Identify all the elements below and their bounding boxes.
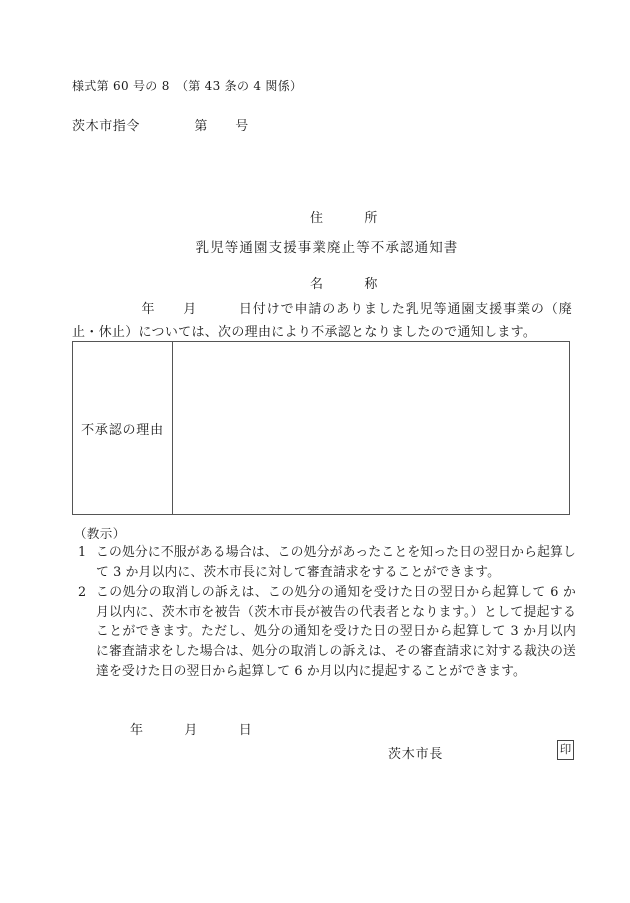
page-title xyxy=(0,236,630,256)
notice-list xyxy=(72,543,576,682)
body-paragraph-line-1: 年 月 日付けで申請のありました乳児等通園支援事業の（廃止・ xyxy=(72,302,572,340)
name-label: 名 称 xyxy=(310,277,379,292)
notice-heading: （教示） xyxy=(74,526,126,541)
footer-date-line: 年 月 日 xyxy=(130,723,253,738)
notice-item-number: 2 xyxy=(78,585,87,601)
notice-item xyxy=(72,543,576,582)
order-number: 茨木市指令 第 号 xyxy=(72,119,249,134)
address-label: 住 所 xyxy=(310,211,379,226)
signature-block xyxy=(388,740,574,764)
body-paragraph xyxy=(72,298,572,344)
page-title-text: 乳児等通園支援事業廃止等不承認通知書 xyxy=(195,240,459,256)
signer-name: 茨木市長 xyxy=(388,747,444,762)
reason-value-cell[interactable] xyxy=(173,342,569,514)
form-number: 様式第 60 号の 8 （第 43 条の 4 関係） xyxy=(72,79,303,93)
notice-item-text: この処分の取消しの訴えは、この処分の通知を受けた日の翌日から起算して 6 か月以内に、茨木市を被告（茨木市長が被告の代表者となります。）として提起することができます。ただし、処分の通知を受けた日の翌日から起算して 3 か月以内に審査請求をした場合は、処分の取消しの訴えは、その審査請求に対する裁決の送達を受けた日の翌日から起算して 6 か月以内に提起することができます。 xyxy=(96,585,576,679)
notice-item xyxy=(72,583,576,681)
reason-label: 不承認の理由 xyxy=(81,422,164,438)
seal-box-icon: 印 xyxy=(557,740,574,760)
reason-table xyxy=(72,341,570,515)
reason-label-cell xyxy=(73,342,173,514)
body-paragraph-line-2: 休止）については、次の理由により不承認となりましたので通知します。 xyxy=(98,325,537,340)
notice-item-text: この処分に不服がある場合は、この処分があったことを知った日の翌日から起算して 3 か月以内に、茨木市長に対して審査請求をすることができます。 xyxy=(96,545,576,580)
notice-item-number: 1 xyxy=(78,545,87,560)
